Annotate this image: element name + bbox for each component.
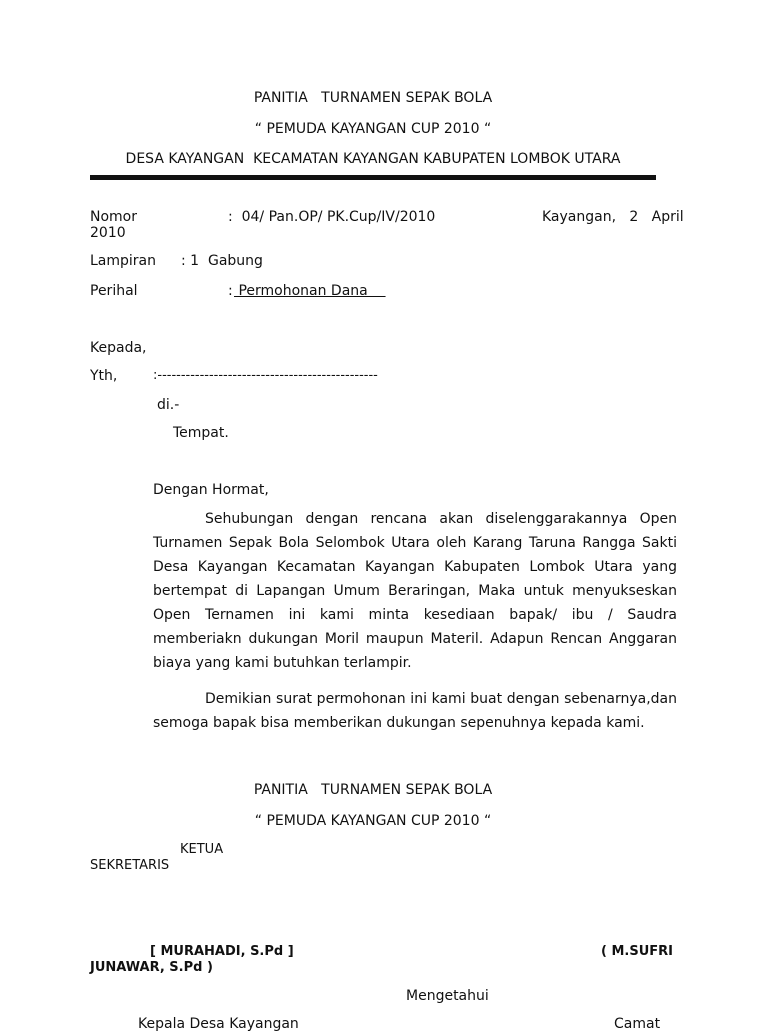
lampiran-label: Lampiran [90,253,157,269]
perihal-colon: : [228,283,233,299]
camat-label: Camat [614,1016,661,1032]
nomor-label: Nomor [90,209,137,225]
date-year: 2010 [90,225,126,241]
ketua-label: KETUA [180,842,224,857]
letterhead-committee: PANITIA TURNAMEN SEPAK BOLA [253,90,493,106]
letterhead-address: DESA KAYANGAN KECAMATAN KAYANGAN KABUPATEN LOMBOK UTARA [125,151,621,167]
closing-committee: PANITIA TURNAMEN SEPAK BOLA [253,782,493,798]
sekretaris-signatory-part1: ( M.SUFRI [601,944,673,959]
letterhead-event: “ PEMUDA KAYANGAN CUP 2010 “ [254,121,492,137]
di-label: di.- [157,397,180,413]
nomor-value: : 04/ Pan.OP/ PK.Cup/IV/2010 [228,209,436,225]
closing-event: “ PEMUDA KAYANGAN CUP 2010 “ [254,813,492,829]
kades-label: Kepala Desa Kayangan [138,1016,299,1032]
sekretaris-signatory-part2: JUNAWAR, S.Pd ) [90,960,213,975]
tempat-label: Tempat. [173,425,229,441]
perihal-value: Permohonan Dana [234,283,386,299]
sekretaris-label: SEKRETARIS [90,858,170,873]
paragraph-request [153,507,677,675]
paragraph-closing-text: Demikian surat permohonan ini kami buat dengan sebenarnya,dan semoga bapak bisa memberikan dukungan sepenuhnya kepada kami. [153,691,677,731]
lampiran-value: : 1 Gabung [181,253,263,269]
paragraph-closing [153,687,677,735]
kepada-label: Kepada, [90,340,147,356]
letterhead-divider [90,175,656,180]
greeting: Dengan Hormat, [153,482,269,498]
ketua-signatory: [ MURAHADI, S.Pd ] [150,944,294,959]
mengetahui-label: Mengetahui [406,988,489,1004]
yth-blank: :----------------------------------------------- [153,368,378,383]
yth-label: Yth, [90,368,118,384]
perihal-label: Perihal [90,283,138,299]
paragraph-request-text: Sehubungan dengan rencana akan diselenggarakannya Open Turnamen Sepak Bola Selombok Utara oleh Karang Taruna Rangga Sakti Desa Kayangan Kecamatan Kayangan Kabupaten Lombok Utara yang bertempat di Lapangan Umum Beraringan, Maka untuk menyukseskan Open Ternamen ini kami minta kesediaan bapak/ ibu / Saudra memberiakn dukungan Moril maupun Materil. Adapun Rencan Anggaran biaya yang kami butuhkan terlampir. [153,511,677,671]
date-text: Kayangan, 2 April [542,209,684,225]
